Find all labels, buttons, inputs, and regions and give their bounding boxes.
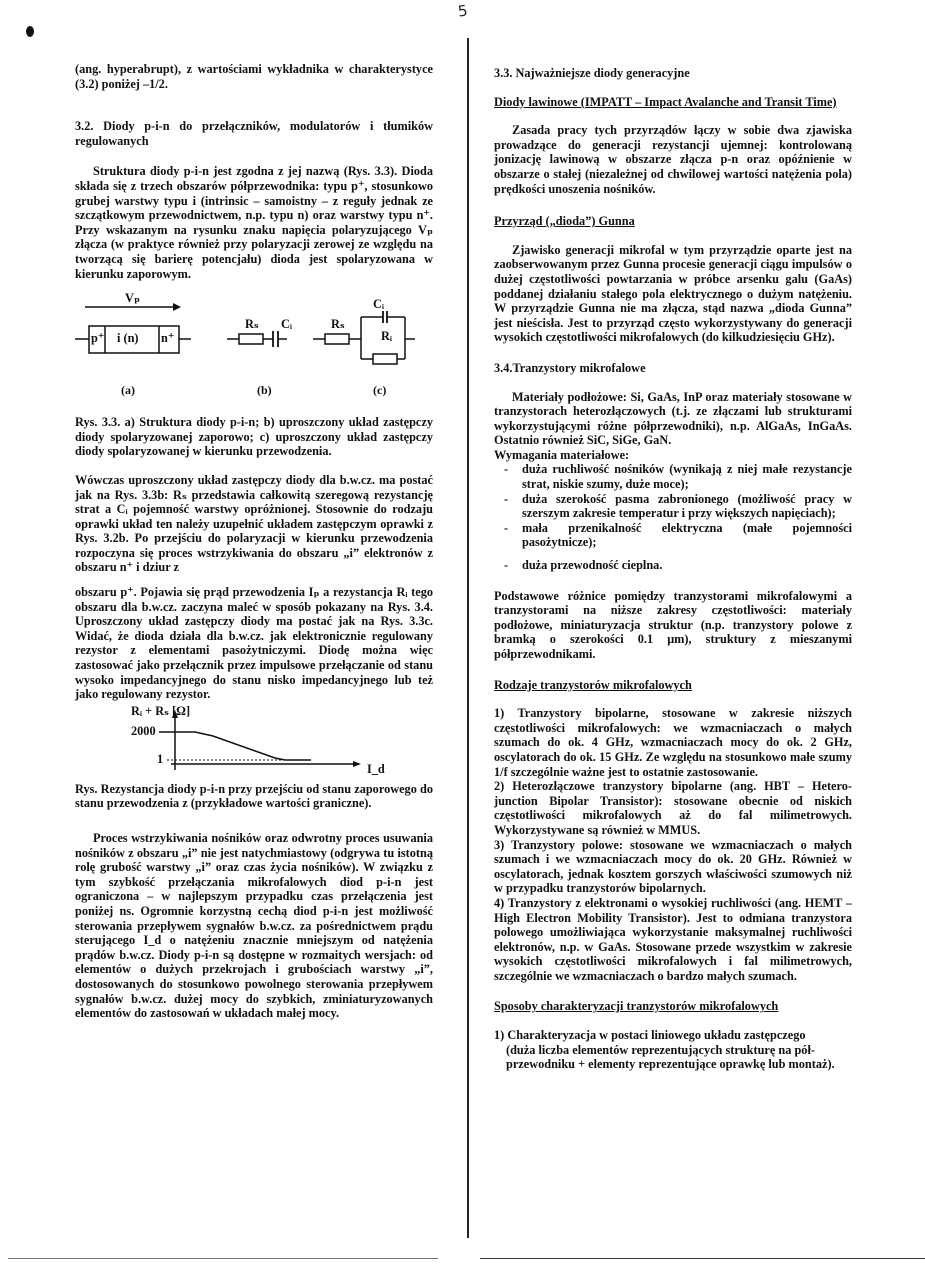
characterization-item-1-detail: (duża liczba elementów reprezentujących strukturę na pół-przewodniku + elementy reprezentujące oprawkę lub montaż). (506, 1042, 835, 1072)
gunn-heading: Przyrząd („dioda”) Gunna (494, 214, 635, 229)
figure-3-3-caption: Rys. 3.3. a) Struktura diody p-i-n; b) uproszczony układ zastępczy diody spolaryzowanej zaporowo; c) uproszczony układ zastępczy diody spolaryzowanej w kierunku przewodzenia. (75, 415, 433, 459)
characterization-item-1: 1) Charakteryzacja w postaci liniowego układu zastępczego (494, 1028, 806, 1043)
materials-paragraph: Materiały podłożowe: Si, GaAs, InP oraz materiały stosowane w tranzystorach heterozłączowych (t.j. ze złączami lub strukturami wykorzystującymi różne półprzewodniki), n.p. AlGaAs, InGaAs. Ostatnio również SiC, SiGe, GaN. (494, 389, 852, 448)
section-3-2-paragraph-3: obszaru p⁺. Pojawia się prąd przewodzenia Iₚ a rezystancja Rᵢ tego obszaru dla b.w.cz. zaczyna maleć w sposób pokazany na Rys. 3.4. Uproszczony układ zastępczy diody ma postać jak na Rys. 3.3c. Widać, że dioda działa dla b.w.cz. jak elektronicznie regulowany rezystor z elementami pasożytniczymi. Diodę można więc zastosować jako przełącznik przez impulsowe przełączanie od stanu wysoko impedancyjnego do stanu nisko impedancyjnego lub też jako regulowany rezystor. (75, 585, 433, 702)
section-3-2-paragraph-2: Wówczas uproszczony układ zastępczy diody dla b.w.cz. ma postać jak na Rys. 3.3b: Rₛ przedstawia całkowitą szeregową rezystancję strat a Cᵢ pojemność warstwy opróżnionej. Stosownie do rodzaju oprawki układ ten należy uzupełnić układem zastępczym oprawki z Rys. 3.2b. Po przejściu do polaryzacji w kierunku przewodzenia rozpoczyna się proces wstrzykiwania do obszaru „i” elektronów z obszaru n⁺ i dziur z (75, 472, 433, 575)
scan-edge-line-right (480, 1258, 925, 1259)
ci-label-c: Cᵢ (373, 297, 385, 312)
rs-label-b: Rₛ (245, 317, 259, 332)
requirement-item: - duża ruchliwość nośników (wynikają z niej małe rezystancje strat, niskie szumy, duże moce); (504, 462, 852, 491)
column-divider (467, 38, 469, 1238)
section-3-3-title: 3.3. Najważniejsze diody generacyjne (494, 66, 690, 80)
label-b: (b) (257, 383, 272, 398)
requirement-item: - duża przewodność cieplna. (504, 558, 852, 573)
transistor-type-hbt: 2) Heterozłączowe tranzystory bipolarne (ang. HBT – Hetero-junction Bipolar Transistor): stosowane obecnie od niskich częstotliwości mikrofalowych aż do fal milimetrowych. Wykorzystywane są również w MMUS. (494, 779, 852, 837)
right-column (494, 66, 852, 1072)
chart-y-label: Rᵢ + Rₛ [Ω] (131, 703, 191, 718)
pin-diode-diagrams (75, 299, 433, 395)
ci-label-b: Cᵢ (281, 317, 293, 332)
differences-paragraph: Podstawowe różnice pomiędzy tranzystorami mikrofalowymi a tranzystorami na niższe zakresy częstotliwości: materiały podłożowe, miniaturyzacja struktur (n.p. tranzystory polowe z bramką o szerokości 0.1 μm), struktury z mieszanymi półprzewodnikami. (494, 588, 852, 661)
scan-edge-line-left (8, 1258, 438, 1259)
transistor-type-hemt: 4) Tranzystory z elektronami o wysokiej ruchliwości (ang. HEMT – High Electron Mobility Transistor). Jest to odmiana tranzystora polowego umożliwiająca wykorzystanie maksymalnej ruchliwości elektronów, n.p. w GaAs. Stosowane przede wszystkim w zakresie wysokich częstotliwości mikrofalowych i fal milimetrowych, szczególnie we wzmacniaczach o bardzo małych szumach. (494, 895, 852, 983)
label-c: (c) (373, 383, 387, 398)
resistance-chart (75, 703, 433, 776)
region-n-label: n⁺ (161, 331, 175, 346)
section-3-2-paragraph-4: Proces wstrzykiwania nośników oraz odwrotny proces usuwania nośników z obszaru „i” nie jest natychmiastowy (odgrywa tu istotną rolę grubość warstwy „i” oraz czas życia nośników). W związku z tym szybkość przełączania mikrofalowych diod p-i-n jest ograniczona – w najlepszym przypadku czas przełączenia jest poniżej ns. Ogromnie korzystną cechą diod p-i-n jest możliwość sterowania przepływem sygnałów b.w.cz. za pośrednictwem prądu sterującego I_d o natężeniu znacznie mniejszym od natężenia prądów b.w.cz. Diody p-i-n są dostępne w rozmaitych wersjach: od elementów o dużych przekrojach i grubościach warstwy „i”, dostosowanych do stosunkowo powolnego sterowania przepływem sygnałów b.w.cz. dużej mocy do szybkich, zminiaturyzowanych elementów do zastosowań w układach małej mocy. (75, 831, 433, 1021)
section-3-2-title: 3.2. Diody p-i-n do przełączników, modulatorów i tłumików regulowanych (75, 119, 433, 148)
intro-paragraph: (ang. hyperabrupt), z wartościami wykładnika w charakterystyce (3.2) poniżej –1/2. (75, 62, 433, 91)
voltage-label: Vₚ (125, 291, 141, 306)
characterization-heading: Sposoby charakteryzacji tranzystorów mikrofalowych (494, 999, 779, 1014)
page-number: 5 (456, 1, 469, 21)
requirements-label: Wymagania materiałowe: (494, 447, 630, 462)
section-3-2-paragraph-1: Struktura diody p-i-n jest zgodna z jej nazwą (Rys. 3.3). Dioda składa się z trzech obszarów półprzewodnika: typu p⁺, stosunkowo grubej warstwy typu i (intrinsic – samoistny – z reguły jednak ze szczątkowym przewodnictwem, n.p. typu n) oraz warstwy typu n⁺. Przy wskazanym na rysunku znaku napięcia polaryzującego Vₚ złącza (w praktyce również przy polaryzacji zerowej ze względu na tworzącą się barierę potencjału) dioda jest spolaryzowana w kierunku zaporowym. (75, 164, 433, 281)
resistance-figure-caption: Rys. Rezystancja diody p-i-n przy przejściu od stanu zaporowego do stanu przewodzenia z (przykładowe wartości graniczne). (75, 781, 433, 811)
section-3-4-title: 3.4.Tranzystory mikrofalowe (494, 360, 646, 375)
transistor-type-bipolar: 1) Tranzystory bipolarne, stosowane w zakresie niższych częstotliwości mikrofalowych: we wzmacniaczach o małych szumach do ok. 4 GHz, wzmacniaczach mocy do ok. 2 GHz, oscylatorach do ok. 15 GHz. Ze względu na stosunkowo małe szumy 1/f szczególnie ważne jest to ostatnie zastosowanie. (494, 706, 852, 779)
rs-label-c: Rₛ (331, 317, 345, 332)
label-a: (a) (121, 383, 135, 398)
chart-y-tick-high: 2000 (131, 723, 156, 738)
impatt-heading: Diody lawinowe (IMPATT – Impact Avalanche and Transit Time) (494, 94, 837, 109)
left-column (75, 62, 433, 1021)
requirement-item: - mała przenikalność elektryczna (małe pojemności pasożytnicze); (504, 521, 852, 550)
transistor-types-heading: Rodzaje tranzystorów mikrofalowych (494, 677, 692, 692)
ri-label-c: Rᵢ (381, 329, 393, 344)
transistor-type-fet: 3) Tranzystory polowe: stosowane we wzmacniaczach o małych szumach i we wzmacniaczach mocy do ok. 20 GHz. Również w oscylatorach, jednak kosztem gorszych właściwości szumowych niż w przypadku tranzystorów bipolarnych. (494, 837, 852, 896)
figure-3-3 (75, 291, 433, 398)
gunn-paragraph: Zjawisko generacji mikrofal w tym przyrządzie oparte jest na zaobserwowanym przez Gunna procesie generacji ciągu impulsów o dużej częstotliwości powtarzania w próbce arsenku galu (GaAs) poddanej działaniu stałego pola elektrycznego o dużym natężeniu. W przyrządzie Gunna nie ma złącza, stąd nazwa „dioda Gunna” jest nieścisła. Jest to przyrząd często wykorzystywany do generacji wysokich częstotliwości mikrofalowych (do kilkudziesięciu GHz). (494, 242, 852, 345)
requirement-item: - duża szerokość pasma zabronionego (możliwość pracy w szerszym zakresie temperatur i przy większych napięciach); (504, 492, 852, 521)
scan-ink-blot (26, 26, 34, 37)
region-p-label: p⁺ (91, 331, 105, 346)
region-i-label: i (n) (117, 331, 139, 346)
impatt-paragraph: Zasada pracy tych przyrządów łączy w sobie dwa zjawiska prowadzące do generacji rezystancji ujemnej: kontrolowaną jonizację lawinową w obszarze złącza p-n oraz opóźnienie w obszarze o stałej (niezależnej od chwilowej wartości natężenia pola) prędkości unoszenia nośników. (494, 123, 852, 196)
chart-y-tick-low: 1 (157, 751, 164, 766)
chart-x-label: I_d (367, 761, 385, 776)
requirements-list (494, 462, 852, 572)
